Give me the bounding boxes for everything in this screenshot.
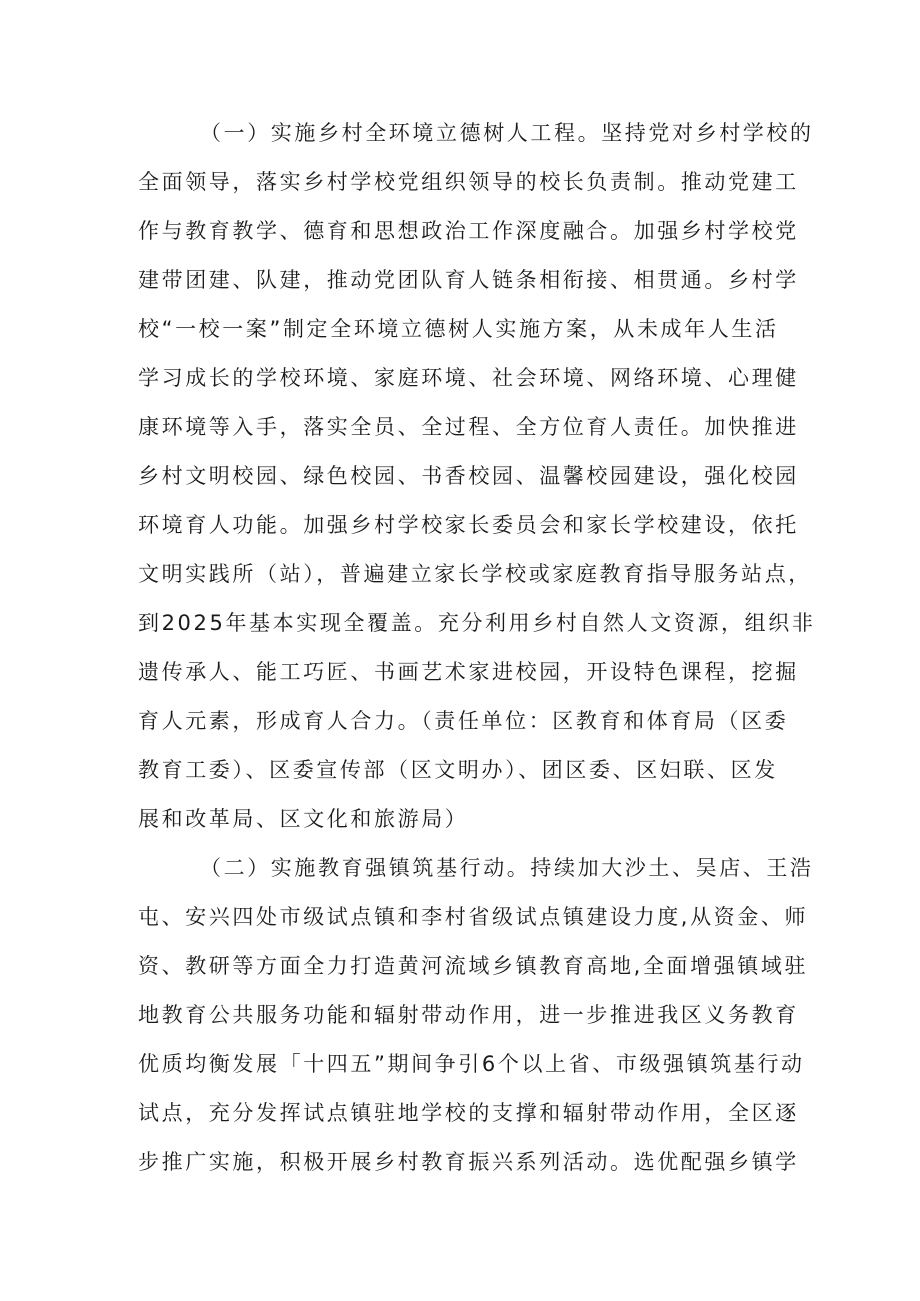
paragraph-1-line-12: 遗传承人、能工巧匠、书画艺术家进校园，开设特色课程，挖掘 bbox=[138, 660, 799, 684]
paragraph-1-line-7: 康环境等入手，落实全员、全过程、全方位育人责任。加快推进 bbox=[138, 415, 799, 439]
paragraph-2-line-5: 优质均衡发展「十四五”期间争引6个以上省、市级强镇筑基行动 bbox=[138, 1052, 805, 1076]
paragraph-1-line-14: 教育工委）、区委宣传部（区文明办）、团区委、区妇联、区发 bbox=[138, 758, 778, 782]
paragraph-2-line-6: 试点，充分发挥试点镇驻地学校的支撑和辐射带动作用，全区逐 bbox=[138, 1101, 799, 1125]
paragraph-1-line-15: 展和改革局、区文化和旅游局） bbox=[138, 807, 469, 831]
paragraph-1-line-6: 学习成长的学校环境、家庭环境、社会环境、网络环境、心理健 bbox=[138, 366, 799, 390]
paragraph-1-line-13: 育人元素，形成育人合力。（责任单位：区教育和体育局（区委 bbox=[138, 709, 789, 733]
paragraph-1-line-9: 环境育人功能。加强乡村学校家长委员会和家长学校建设，依托 bbox=[138, 513, 799, 537]
paragraph-1-line-2: 全面领导，落实乡村学校党组织领导的校长负责制。推动党建工 bbox=[138, 170, 799, 194]
paragraph-1-line-1: （一）实施乡村全环境立德树人工程。坚持党对乡村学校的 bbox=[200, 121, 814, 145]
paragraph-1-line-8: 乡村文明校园、绿色校园、书香校园、温馨校园建设，强化校园 bbox=[138, 464, 799, 488]
paragraph-1-line-11: 到2025年基本实现全覆盖。充分利用乡村自然人文资源，组织非 bbox=[138, 611, 816, 635]
paragraph-2-line-4: 地教育公共服务功能和辐射带动作用，进一步推进我区义务教育 bbox=[138, 1003, 799, 1027]
paragraph-2-line-1: （二）实施教育强镇筑基行动。持续加大沙土、吴店、王浩 bbox=[200, 856, 814, 880]
paragraph-1-line-5: 校“一校一案”制定全环境立德树人实施方案，从未成年人生活 bbox=[138, 317, 779, 341]
paragraph-1-line-10: 文明实践所（站），普遍建立家长学校或家庭教育指导服务站点， bbox=[138, 562, 812, 586]
paragraph-2-line-2: 屯、安兴四处市级试点镇和李村省级试点镇建设力度,从资金、师 bbox=[138, 905, 809, 929]
paragraph-1-line-4: 建带团建、队建，推动党团队育人链条相衔接、相贯通。乡村学 bbox=[138, 268, 799, 292]
paragraph-2-line-7: 步推广实施，积极开展乡村教育振兴系列活动。选优配强乡镇学 bbox=[138, 1150, 799, 1174]
paragraph-1-line-3: 作与教育教学、德育和思想政治工作深度融合。加强乡村学校党 bbox=[138, 219, 799, 243]
paragraph-2-line-3: 资、教研等方面全力打造黄河流域乡镇教育高地,全面增强镇域驻 bbox=[138, 954, 809, 978]
